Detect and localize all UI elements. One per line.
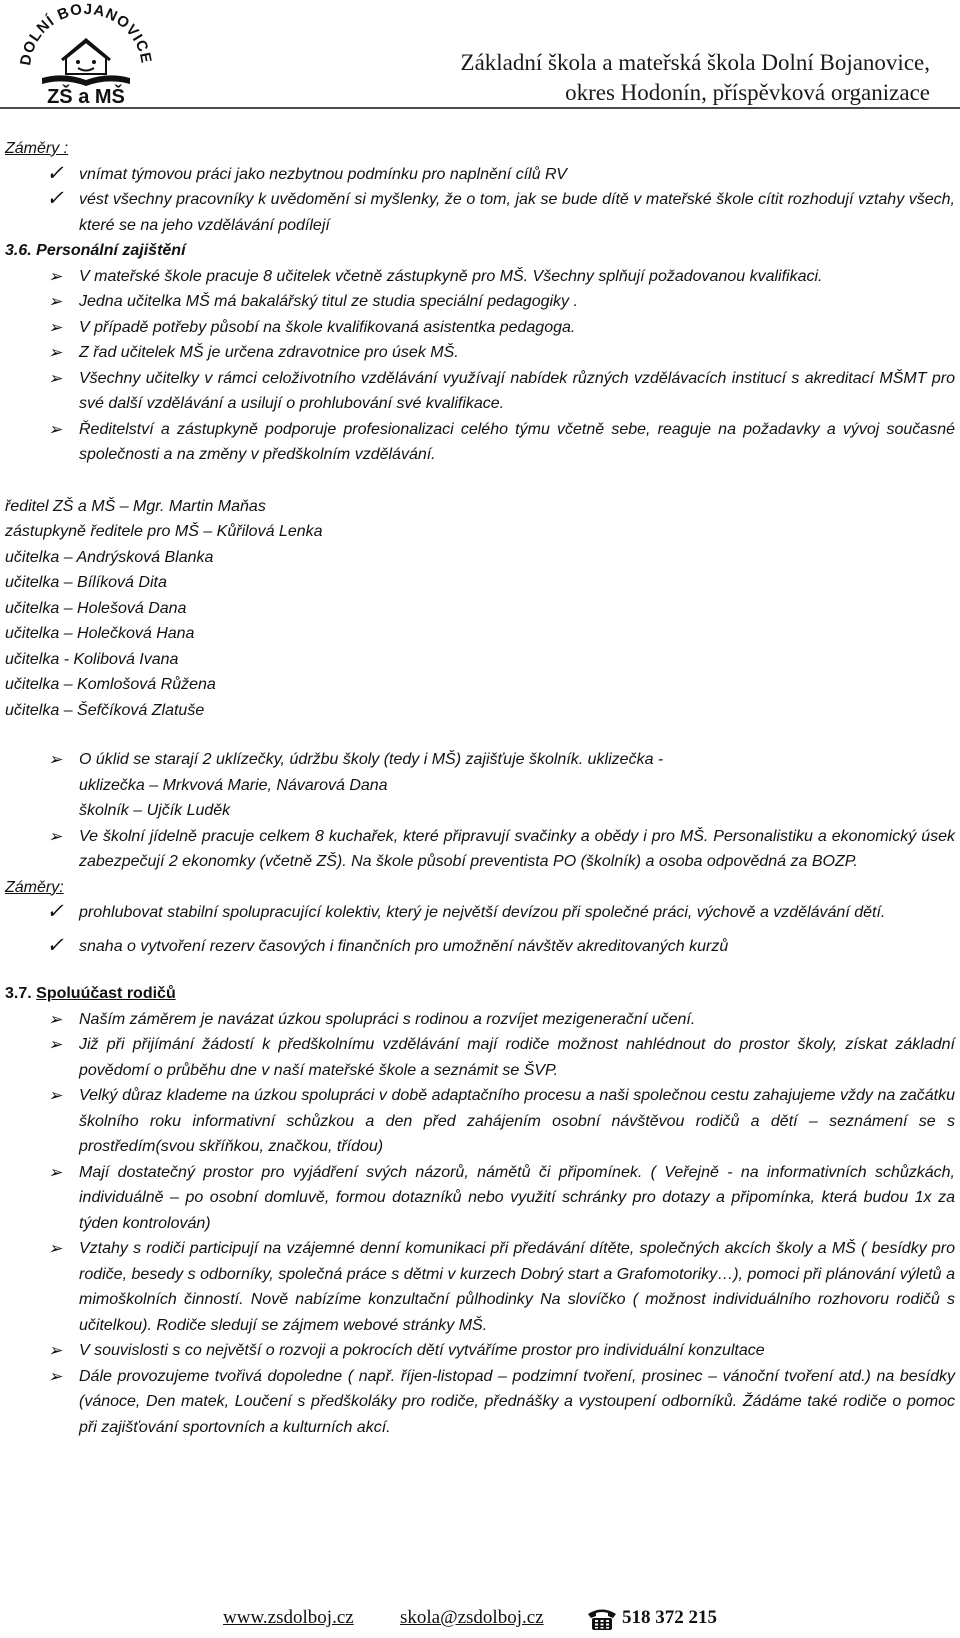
list-item: ➢ V případě potřeby působí na škole kvalifikovaná asistentka pedagoga. bbox=[5, 315, 955, 341]
list-item: ✓ vnímat týmovou práci jako nezbytnou podmínku pro naplnění cílů RV bbox=[5, 162, 955, 188]
arrow-bullet-icon: ➢ bbox=[47, 266, 63, 286]
arrow-bullet-icon: ➢ bbox=[47, 343, 63, 362]
svg-text:DOLNÍ BOJANOVICE: DOLNÍ BOJANOVICE bbox=[17, 0, 155, 67]
list-item: ➢ V mateřské škole pracuje 8 učitelek včetně zástupkyně pro MŠ. Všechny splňují požadovanou kvalifikaci. bbox=[5, 264, 955, 290]
school-name-line2: okres Hodonín, příspěvková organizace bbox=[565, 80, 930, 105]
list-item: ➢ Ředitelství a zástupkyně podporuje profesionalizaci celého týmu včetně sebe, reaguje na požadavky a vývoj současné společnosti a na změny v předškolním vzdělávání. bbox=[5, 417, 955, 468]
goals-list bbox=[5, 162, 955, 239]
list-item: ➢ Ve školní jídelně pracuje celkem 8 kuchařek, které připravují svačinky a obědy i pro MŠ. Personalistiku a ekonomický úsek zabezpečují 2 ekonomky (včetně ZŠ). Na škole působí preventista PO (školník) a osoba odpovědná za BOZP. bbox=[5, 824, 955, 875]
arrow-bullet-icon: ➢ bbox=[47, 1035, 63, 1054]
list-item: ➢ Z řad učitelek MŠ je určena zdravotnice pro úsek MŠ. bbox=[5, 340, 955, 366]
arrow-bullet-icon: ➢ bbox=[47, 317, 63, 337]
parents-list bbox=[5, 1007, 955, 1441]
arrow-bullet-icon: ➢ bbox=[47, 419, 63, 439]
page-header bbox=[0, 0, 960, 110]
staff-line: učitelka – Komlošová Růžena bbox=[5, 676, 216, 693]
arrow-bullet-icon: ➢ bbox=[47, 1162, 63, 1182]
staffing-list bbox=[5, 264, 955, 468]
list-item: ➢ Dále provozujeme tvořivá dopoledne ( např. říjen-listopad – podzimní tvoření, prosinec – vánoční tvoření atd.) na besídky (vánoce, Den matek, Loučení s předškoláky pro rodiče, přednášky a vystoupení odborníků. Žádáme také rodiče o pomoc při zajišťování sportovních a kulturních akcí. bbox=[5, 1364, 955, 1441]
janitor-line: školník – Ujčík Luděk bbox=[79, 802, 231, 819]
list-item: ➢ Již při přijímání žádostí k předškolnímu vzdělávání mají rodiče možnost nahlédnout do prostor školy, získat základní povědomí o průběhu dne v naší mateřské škole a seznámit se ŠVP. bbox=[5, 1032, 955, 1083]
list-item: ✓ snaha o vytvoření rezerv časových i finančních pro umožnění návštěv akreditovaných kurzů bbox=[5, 934, 955, 960]
document-body bbox=[5, 136, 955, 1440]
staff-line: učitelka – Holečková Hana bbox=[5, 625, 195, 642]
staff-line: učitelka – Andrýsková Blanka bbox=[5, 548, 214, 566]
staff-line: učitelka – Holešová Dana bbox=[5, 599, 187, 617]
list-item: ➢ O úklid se starají 2 uklízečky, údržbu školy (tedy i MŠ) zajišťuje školník. uklizečka - uklizečka – Mrkvová Marie, Návarová Dana školník – Ujčík Luděk bbox=[5, 747, 955, 824]
arrow-bullet-icon: ➢ bbox=[47, 750, 63, 769]
check-icon: ✓ bbox=[46, 933, 64, 957]
list-item: ➢ V souvislosti s co největší o rozvoji a pokrocích dětí vytváříme prostor pro individuální konzultace bbox=[5, 1338, 955, 1364]
goals-heading: Záměry : bbox=[5, 140, 69, 157]
staff-line: učitelka - Kolibová Ivana bbox=[5, 650, 179, 668]
email-link[interactable]: skola@zsdolboj.cz bbox=[400, 1607, 544, 1628]
check-icon: ✓ bbox=[46, 161, 64, 185]
list-item: ✓ prohlubovat stabilní spolupracující kolektiv, který je největší devízou při společné práci, výchově a vzdělávání dětí. bbox=[5, 900, 955, 926]
goals-list-2 bbox=[5, 900, 955, 959]
arrow-bullet-icon: ➢ bbox=[47, 1366, 63, 1386]
list-item: ➢ Mají dostatečný prostor pro vyjádření svých názorů, námětů či připomínek. ( Veřejně - na informativních schůzkách, individuálně – po osobní domluvě, formou dotazníků nebo využití schránky pro dotazy a připomínka, která budou 1x za týden kontrolován) bbox=[5, 1160, 955, 1237]
svg-text:ZŠ a MŠ: ZŠ a MŠ bbox=[47, 86, 125, 106]
section-heading-3-6: 3.6. Personální zajištění bbox=[5, 242, 186, 259]
arrow-bullet-icon: ➢ bbox=[47, 1086, 63, 1105]
support-staff-list bbox=[5, 747, 955, 875]
staff-list bbox=[5, 494, 955, 724]
staff-line: učitelka – Bílíková Dita bbox=[5, 574, 167, 591]
list-item: ➢ Vztahy s rodiči participují na vzájemné denní komunikaci při předávání dítěte, společných akcích školy a MŠ ( besídky pro rodiče, besedy s odborníky, společná práce s dětmi v kurzech Dobrý start a Grafomotoriky…), pomoci při plánování výletů a mimoškolních činností. Nově nabízíme konzultační půlhodinky Na slovíčko ( možnost individuálního rozhovoru rodičů s učitelkou). Rodiče sledují se zájmem webové stránky MŠ. bbox=[5, 1236, 955, 1338]
list-item: ✓ vést všechny pracovníky k uvědomění si myšlenky, že o tom, jak se bude dítě v mateřské škole cítit rozhodují vztahy všech, které se na jeho vzdělávání podílejí bbox=[5, 187, 955, 238]
list-item: ➢ Jedna učitelka MŠ má bakalářský titul ze studia speciální pedagogiky . bbox=[5, 289, 955, 315]
arrow-bullet-icon: ➢ bbox=[47, 1239, 63, 1258]
phone-icon bbox=[585, 1605, 619, 1631]
arrow-bullet-icon: ➢ bbox=[47, 826, 63, 846]
check-icon: ✓ bbox=[46, 187, 64, 210]
staff-line: učitelka – Šefčíková Zlatuše bbox=[5, 701, 205, 719]
arrow-bullet-icon: ➢ bbox=[47, 368, 63, 388]
goals-heading-2: Záměry: bbox=[5, 878, 64, 896]
website-link[interactable]: www.zsdolboj.cz bbox=[223, 1607, 354, 1628]
page-footer bbox=[0, 1605, 960, 1635]
list-item: ➢ Velký důraz klademe na úzkou spolupráci v době adaptačního procesu a naši společnou cestu zahajujeme vždy na začátku školního roku informativní schůzkou a den před zahájením osobní návštěvou rodičů a dětí – seznámení se s prostředím(svou skříňkou, značkou, třídou) bbox=[5, 1083, 955, 1160]
arrow-bullet-icon: ➢ bbox=[47, 292, 63, 311]
section-heading-3-7: 3.7. Spoluúčast rodičů bbox=[5, 985, 176, 1002]
phone-number: 518 372 215 bbox=[622, 1607, 717, 1628]
staff-line: zástupkyně ředitele pro MŠ – Kůřilová Lenka bbox=[5, 523, 323, 540]
arrow-bullet-icon: ➢ bbox=[47, 1009, 63, 1029]
school-name-line1: Základní škola a mateřská škola Dolní Bojanovice, bbox=[460, 50, 930, 75]
list-item: ➢ Všechny učitelky v rámci celoživotního vzdělávání využívají nabídek různých vzdělávacích institucí s akreditací MŠMT pro své další vzdělávání a usilují o prohlubování své kvalifikace. bbox=[5, 366, 955, 417]
staff-line: ředitel ZŠ a MŠ – Mgr. Martin Maňas bbox=[5, 497, 266, 515]
school-logo bbox=[8, 0, 160, 106]
cleaners-line: uklizečka – Mrkvová Marie, Návarová Dana bbox=[79, 776, 388, 794]
header-divider bbox=[0, 107, 960, 109]
arrow-bullet-icon: ➢ bbox=[47, 1341, 63, 1360]
school-name bbox=[210, 48, 930, 108]
spacer bbox=[5, 723, 955, 747]
list-item: ➢ Naším záměrem je navázat úzkou spolupráci s rodinou a rozvíjet mezigenerační učení. bbox=[5, 1007, 955, 1033]
check-icon: ✓ bbox=[46, 900, 64, 923]
